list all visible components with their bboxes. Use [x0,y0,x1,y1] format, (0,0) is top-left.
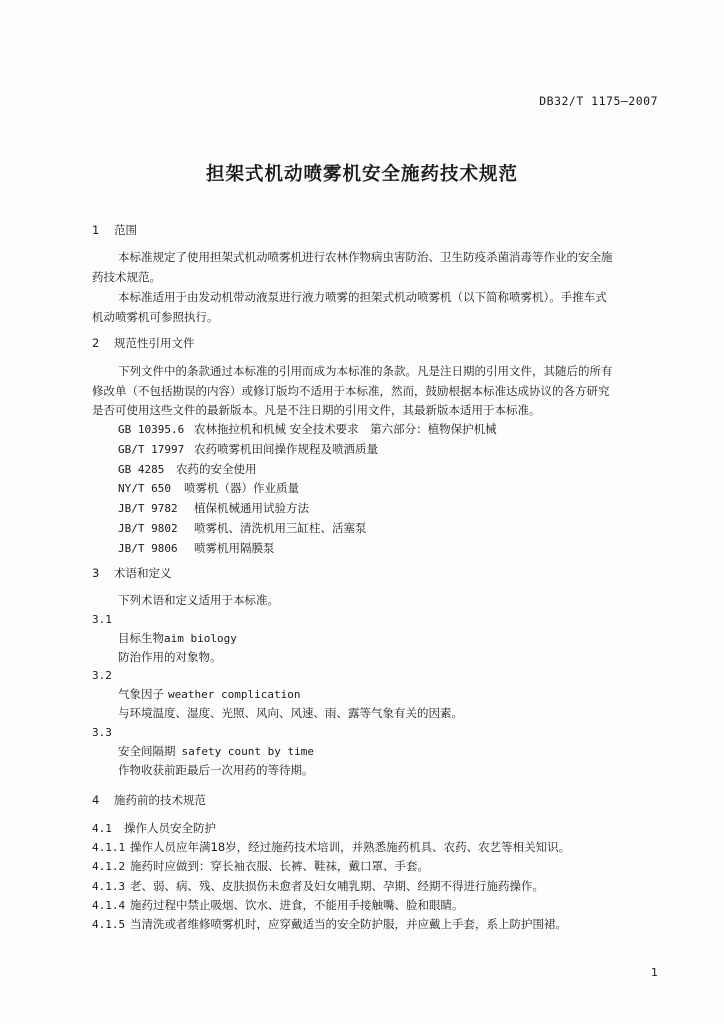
term-en: safety count by time [181,745,314,758]
term-zh: 气象因子 [118,687,164,701]
subsection-number: 4.1 [92,822,112,835]
reference-title: 植保机械通用试验方法 [194,501,309,515]
term-number: 3.3 [92,726,112,739]
paragraph-line: 修改单（不包括勘误的内容）或修订版均不适用于本标准，然而，鼓励根据本标准达成协议的各方研究 [92,384,610,398]
reference-code: GB/T 17997 [118,443,185,456]
clause-number: 4.1.1 [92,841,126,854]
section-2-heading [92,336,195,350]
term-zh: 安全间隔期 [118,744,176,758]
page-number: 1 [651,966,658,979]
reference-title: 喷雾机、清洗机用三缸柱、活塞泵 [194,521,367,535]
document-title: 担架式机动喷雾机安全施药技术规范 [205,164,518,185]
reference-title: 喷雾机用隔膜泵 [194,541,275,555]
clause-number: 4.1.3 [92,880,126,893]
clause-number: 4.1.5 [92,918,126,931]
term-definition: 与环境温度、湿度、光照、风向、风速、雨、露等气象有关的因素。 [118,706,463,720]
section-4-heading [92,793,206,807]
reference-item [118,462,257,477]
clause-text: 当清洗或者维修喷雾机时，应穿戴适当的安全防护服，并应戴上手套，系上防护围裙。 [130,917,567,931]
paragraph-line: 下列文件中的条款通过本标准的引用而成为本标准的条款。凡是注日期的引用文件，其随后的所有 [118,364,613,378]
term-entry [118,631,237,646]
section-3-heading [92,566,172,580]
reference-code: GB 10395.6 [118,423,185,436]
term-definition: 作物收获前距最后一次用药的等待期。 [118,763,314,777]
clause-item [92,917,567,932]
section-number: 1 [92,223,100,237]
subsection-title: 操作人员安全防护 [124,821,216,835]
reference-title: 喷雾机（器）作业质量 [184,481,299,495]
section-1-heading [92,223,137,237]
paragraph-line: 本标准适用于由发动机带动液泵进行液力喷雾的担架式机动喷雾机（以下简称喷雾机）。手推车式 [118,290,607,304]
reference-code: NY/T 650 [118,482,171,495]
reference-item [118,481,299,496]
reference-code: JB/T 9806 [118,542,178,555]
reference-code: JB/T 9802 [118,522,178,535]
section-number: 4 [92,793,100,807]
reference-title: 农药喷雾机田间操作规程及喷洒质量 [194,442,378,456]
clause-number: 4.1.2 [92,860,126,873]
clause-item [92,859,429,874]
term-number: 3.2 [92,669,112,682]
section-title: 规范性引用文件 [114,336,195,350]
term-en: weather complication [168,688,301,701]
section-number: 2 [92,336,100,350]
reference-item [118,442,378,457]
section-title: 施药前的技术规范 [114,793,206,807]
reference-title: 农林拖拉机和机械 安全技术要求 第六部分：植物保护机械 [194,422,497,436]
term-en: aim biology [164,632,237,645]
paragraph-line: 机动喷雾机可参照执行。 [92,310,219,324]
section-title: 范围 [114,223,137,237]
reference-item [118,422,497,437]
reference-item [118,521,367,536]
term-entry [118,744,314,759]
term-zh: 目标生物 [118,631,164,645]
clause-text: 老、弱、病、残、皮肤损伤未愈者及妇女哺乳期、孕期、经期不得进行施药操作。 [130,879,544,893]
paragraph-line: 是否可使用这些文件的最新版本。凡是不注日期的引用文件，其最新版本适用于本标准。 [92,403,541,417]
reference-item [118,501,309,516]
reference-code: GB 4285 [118,463,165,476]
reference-title: 农药的安全使用 [176,462,257,476]
subsection-heading [92,821,216,836]
reference-code: JB/T 9782 [118,502,178,515]
standard-code: DB32/T 1175—2007 [539,94,658,108]
clause-item [92,840,570,855]
reference-item [118,541,275,556]
clause-item [92,879,544,894]
clause-text: 操作人员应年满18岁，经过施药技术培训，并熟悉施药机具、农药、农艺等相关知识。 [130,840,571,854]
clause-text: 施药过程中禁止吸烟、饮水、进食，不能用手接触嘴、脸和眼睛。 [130,898,464,912]
section-title: 术语和定义 [114,566,172,580]
paragraph-line: 本标准规定了使用担架式机动喷雾机进行农林作物病虫害防治、卫生防疫杀菌消毒等作业的安全施 [118,250,613,264]
term-entry [118,687,300,702]
paragraph-line: 药技术规范。 [92,270,161,284]
paragraph-line: 下列术语和定义适用于本标准。 [118,593,279,607]
clause-item [92,898,464,913]
clause-number: 4.1.4 [92,899,126,912]
term-definition: 防治作用的对象物。 [118,650,222,664]
clause-text: 施药时应做到：穿长袖衣服、长裤、鞋袜，戴口罩、手套。 [130,859,429,873]
section-number: 3 [92,566,100,580]
term-number: 3.1 [92,613,112,626]
